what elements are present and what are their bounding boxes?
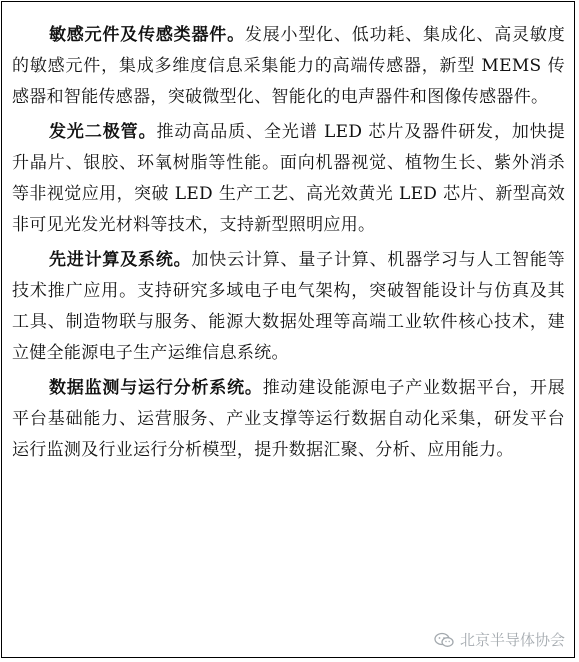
document-body (12, 20, 565, 470)
text-sensors: 发展小型化、低功耗、集成化、高灵敏度的敏感元件，集成多维度信息采集能力的高端传感器，新型 MEMS 传感器和智能传感器，突破微型化、智能化的电声器件和图像传感器件。 (12, 25, 565, 107)
heading-monitoring: 数据监测与运行分析系统。 (49, 378, 263, 398)
paragraph-computing (12, 245, 565, 369)
paragraph-sensors (12, 20, 565, 113)
heading-computing: 先进计算及系统。 (49, 250, 192, 270)
text-led: 推动高品质、全光谱 LED 芯片及器件研发，加快提升晶片、银胶、环氧树脂等性能。面向机器视觉、植物生长、紫外消杀等非视觉应用，突破 LED 生产工艺、高光效黄光 LED 芯片、新型高效非可见光发光材料等技术，支持新型照明应用。 (12, 122, 565, 235)
text-computing: 加快云计算、量子计算、机器学习与人工智能等技术推广应用。支持研究多域电子电气架构，突破智能设计与仿真及其工具、制造物联与服务、能源大数据处理等高端工业软件核心技术，建立健全能源电子生产运维信息系统。 (12, 250, 565, 363)
paragraph-monitoring (12, 373, 565, 466)
watermark (434, 629, 565, 650)
text-monitoring: 推动建设能源电子产业数据平台，开展平台基础能力、运营服务、产业支撑等运行数据自动化采集，研发平台运行监测及行业运行分析模型，提升数据汇聚、分析、应用能力。 (12, 378, 565, 460)
watermark-text: 北京半导体协会 (459, 631, 565, 649)
heading-led: 发光二极管。 (49, 122, 157, 142)
wechat-icon (434, 632, 454, 648)
heading-sensors: 敏感元件及传感类器件。 (49, 25, 245, 45)
paragraph-led (12, 117, 565, 241)
